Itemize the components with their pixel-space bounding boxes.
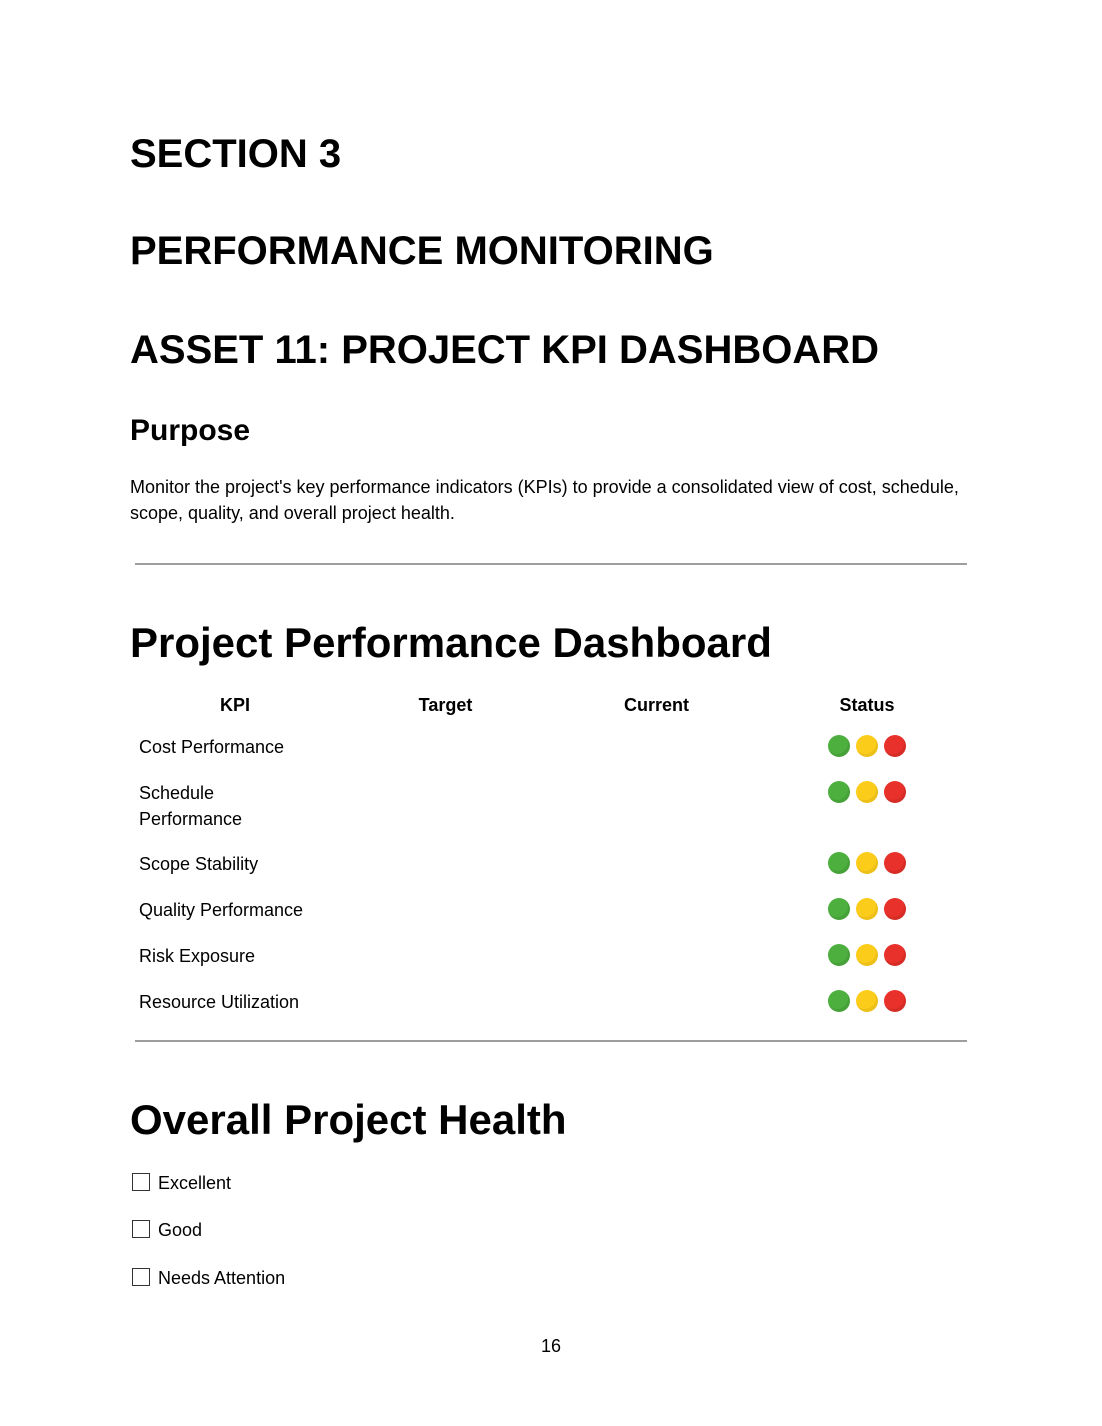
health-option-label: Good <box>158 1220 203 1240</box>
column-header-target: Target <box>418 694 473 715</box>
red-status-icon[interactable] <box>884 735 906 757</box>
yellow-status-icon[interactable] <box>856 944 878 966</box>
kpi-cell <box>130 726 340 772</box>
red-status-icon[interactable] <box>884 852 906 874</box>
target-cell[interactable] <box>340 889 551 935</box>
checkbox-icon[interactable] <box>132 1220 150 1238</box>
column-header-current: Current <box>623 694 689 715</box>
kpi-cell <box>130 772 340 843</box>
current-cell[interactable] <box>551 889 762 935</box>
section-title-heading: PERFORMANCE MONITORING <box>130 229 714 273</box>
health-option-needs-attention[interactable] <box>130 1265 285 1291</box>
health-option-good[interactable] <box>130 1217 202 1243</box>
yellow-status-icon[interactable] <box>856 781 878 803</box>
divider-top <box>135 563 967 565</box>
red-status-icon[interactable] <box>884 898 906 920</box>
yellow-status-icon[interactable] <box>856 852 878 874</box>
kpi-name: Scope Stability <box>139 854 259 874</box>
target-cell[interactable] <box>340 981 551 1027</box>
current-cell[interactable] <box>551 726 762 772</box>
column-header-kpi: KPI <box>219 694 250 715</box>
kpi-name: Cost Performance <box>139 737 285 757</box>
green-status-icon[interactable] <box>828 944 850 966</box>
kpi-name: Quality Performance <box>139 900 304 920</box>
health-heading: Overall Project Health <box>130 1096 567 1143</box>
table-row <box>130 981 972 1027</box>
checkbox-icon[interactable] <box>132 1173 150 1191</box>
table-row <box>130 726 972 772</box>
asset-title-heading: ASSET 11: PROJECT KPI DASHBOARD <box>130 328 880 372</box>
kpi-name: Resource Utilization <box>139 992 300 1012</box>
kpi-cell <box>130 935 340 981</box>
red-status-icon[interactable] <box>884 781 906 803</box>
checkbox-icon[interactable] <box>132 1268 150 1286</box>
table-header-row <box>130 688 972 726</box>
divider-bottom <box>135 1040 967 1042</box>
red-status-icon[interactable] <box>884 944 906 966</box>
kpi-cell <box>130 843 340 889</box>
green-status-icon[interactable] <box>828 852 850 874</box>
green-status-icon[interactable] <box>828 990 850 1012</box>
status-cell <box>762 772 972 843</box>
section-number-heading: SECTION 3 <box>130 132 342 176</box>
status-cell <box>762 935 972 981</box>
table-row <box>130 889 972 935</box>
dashboard-heading: Project Performance Dashboard <box>130 619 772 666</box>
status-cell <box>762 726 972 772</box>
purpose-heading: Purpose <box>130 414 251 447</box>
health-option-label: Excellent <box>158 1173 232 1193</box>
yellow-status-icon[interactable] <box>856 990 878 1012</box>
status-cell <box>762 843 972 889</box>
red-status-icon[interactable] <box>884 990 906 1012</box>
status-cell <box>762 889 972 935</box>
current-cell[interactable] <box>551 981 762 1027</box>
current-cell[interactable] <box>551 935 762 981</box>
kpi-name: Risk Exposure <box>139 946 256 966</box>
table-row <box>130 843 972 889</box>
table-row <box>130 772 972 843</box>
current-cell[interactable] <box>551 843 762 889</box>
kpi-name: Schedule Performance <box>139 783 243 829</box>
yellow-status-icon[interactable] <box>856 735 878 757</box>
green-status-icon[interactable] <box>828 735 850 757</box>
kpi-cell <box>130 889 340 935</box>
kpi-cell <box>130 981 340 1027</box>
target-cell[interactable] <box>340 772 551 843</box>
health-option-excellent[interactable] <box>130 1170 231 1196</box>
health-option-label: Needs Attention <box>158 1268 286 1288</box>
kpi-dashboard-table <box>130 688 972 1027</box>
green-status-icon[interactable] <box>828 898 850 920</box>
target-cell[interactable] <box>340 935 551 981</box>
page-number: 16 <box>540 1336 562 1356</box>
target-cell[interactable] <box>340 726 551 772</box>
status-cell <box>762 981 972 1027</box>
current-cell[interactable] <box>551 772 762 843</box>
table-row <box>130 935 972 981</box>
green-status-icon[interactable] <box>828 781 850 803</box>
column-header-status: Status <box>839 694 895 715</box>
target-cell[interactable] <box>340 843 551 889</box>
purpose-text: Monitor the project's key performance indicators (KPIs) to provide a consolidated view of cost, schedule, scope, quality, and overall project health. <box>130 477 959 523</box>
yellow-status-icon[interactable] <box>856 898 878 920</box>
